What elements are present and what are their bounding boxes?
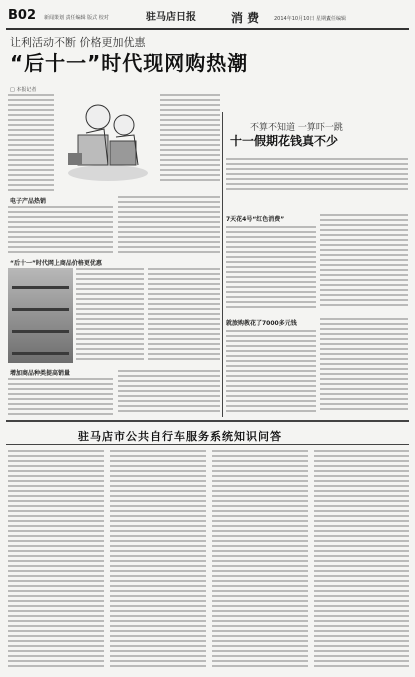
shopping-cartoon-illustration: [58, 95, 158, 185]
main-byline: □ 本报记者: [10, 87, 37, 93]
main-text-block-3: [76, 268, 144, 366]
main-subhead-2: “后十一”时代网上商品价格更优惠: [10, 260, 102, 267]
right-subhead-2: 就旅购教花了7000多元钱: [226, 320, 297, 327]
main-text-block-4: [148, 268, 220, 366]
right-headline: 十一假期花钱真不少: [230, 134, 339, 148]
bottom-text-col-4: [314, 450, 409, 672]
main-text-block-2: [118, 196, 220, 256]
main-kicker: 让利活动不断 价格更加优惠: [10, 36, 146, 49]
shelf-photo: [8, 268, 73, 363]
bottom-headline: 驻马店市公共自行车服务系统知识问答: [78, 430, 282, 443]
main-subhead-1: 电子产品热销: [10, 198, 47, 205]
right-lead-text: [226, 158, 408, 198]
main-text-block-6: [118, 370, 220, 418]
editor-label: 责任编辑: [326, 16, 347, 22]
right-text-block-2: [320, 214, 408, 314]
section-name: 消 费: [231, 11, 260, 25]
main-text-block-5: [8, 378, 113, 418]
issue-date: 2014年10月10日 星期五: [274, 16, 332, 22]
bottom-text-col-2: [110, 450, 206, 672]
header-info: 新闻策划 责任编辑 版式 校对: [44, 15, 109, 21]
right-text-block-1: [226, 226, 316, 314]
right-kicker: 不算不知道 一算吓一跳: [250, 123, 343, 133]
main-lead-text: [8, 94, 54, 194]
main-text-right-of-cartoon: [160, 94, 220, 189]
main-text-block-1: [8, 206, 113, 256]
right-subhead-1: 7天花4号“红色消费”: [226, 216, 285, 223]
bottom-text-col-1: [8, 450, 104, 672]
page-header: [6, 6, 409, 30]
newspaper-logo: 驻马店日报: [146, 12, 196, 23]
bottom-title-underline: [6, 444, 409, 445]
page-number: B02: [8, 8, 36, 23]
right-text-block-3: [226, 330, 316, 418]
column-divider: [222, 112, 223, 417]
bottom-text-col-3: [212, 450, 308, 672]
main-headline: “后十一”时代现网购热潮: [10, 51, 249, 75]
right-text-block-4: [320, 318, 408, 418]
section-divider: [6, 420, 409, 422]
main-subhead-3: 增加商品种类提高销量: [10, 370, 71, 377]
